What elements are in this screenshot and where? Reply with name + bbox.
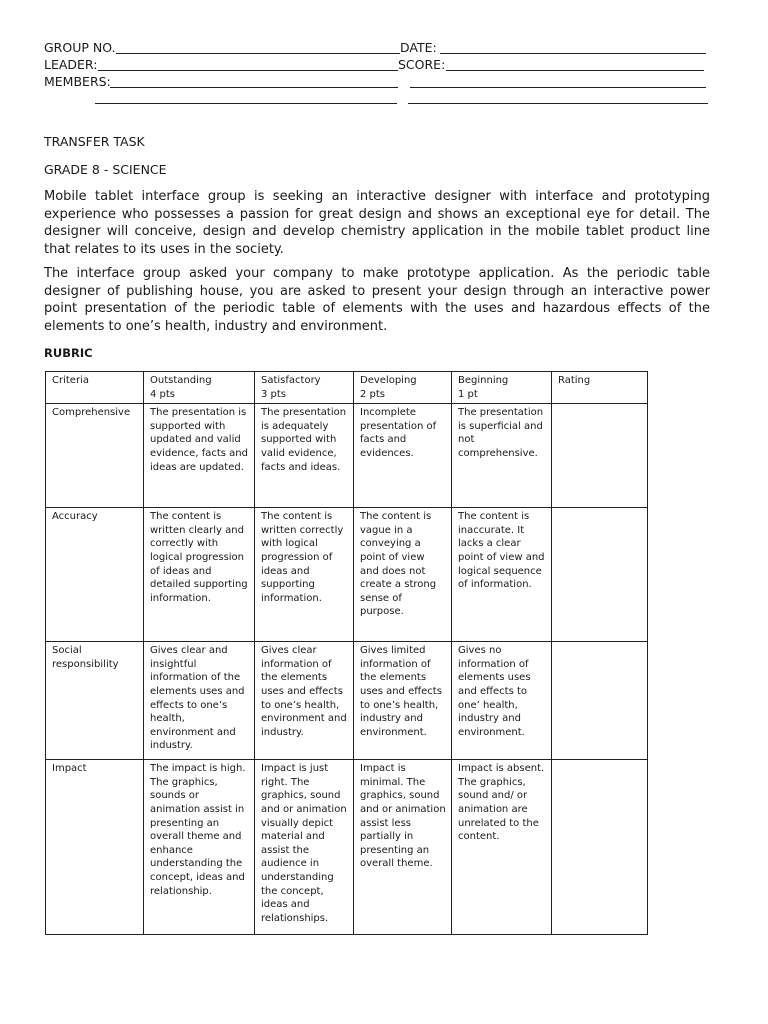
criteria-cell: Comprehensive	[46, 404, 144, 508]
developing-cell: Gives limited information of the elements uses and effects to one’s health, industry and environment.	[354, 642, 452, 760]
header-beginning: Beginning 1 pt	[452, 372, 552, 404]
satisfactory-cell: Impact is just right. The graphics, sound and or animation visually depict material and assist the audience in understanding the concept, ideas and relationships.	[255, 760, 354, 935]
members-label: MEMBERS:	[44, 74, 111, 89]
beginning-cell: Impact is absent. The graphics, sound and/ or animation are unrelated to the content.	[452, 760, 552, 935]
members-field-3[interactable]	[95, 103, 397, 104]
rubric-table	[45, 371, 648, 935]
satisfactory-cell: The presentation is adequately supported with valid evidence, facts and ideas.	[255, 404, 354, 508]
task-title: TRANSFER TASK	[44, 134, 145, 149]
satisfactory-cell: The content is written correctly with logical progression of ideas and supporting information.	[255, 508, 354, 642]
members-field-2[interactable]	[410, 87, 706, 88]
beginning-cell: Gives no information of elements uses and effects to one’ health, industry and environment.	[452, 642, 552, 760]
leader-label: LEADER:	[44, 57, 98, 72]
beginning-cell: The content is inaccurate. It lacks a clear point of view and logical sequence of information.	[452, 508, 552, 642]
intro-paragraph: Mobile tablet interface group is seeking an interactive designer with interface and prototyping experience who possesses a passion for great design and shows an exceptional eye for detail. The designer will conceive, design and develop chemistry application in the mobile tablet product line that relates to its uses in the society.	[44, 189, 710, 257]
beginning-cell: The presentation is superficial and not comprehensive.	[452, 404, 552, 508]
score-label: SCORE:	[398, 57, 446, 72]
outstanding-cell: The presentation is supported with updated and valid evidence, facts and ideas are updated.	[144, 404, 255, 508]
table-row	[46, 404, 648, 508]
outstanding-cell: Gives clear and insightful information of the elements uses and effects to one’s health, environment and industry.	[144, 642, 255, 760]
criteria-cell: Impact	[46, 760, 144, 935]
outstanding-cell: The impact is high. The graphics, sounds or animation assist in presenting an overall theme and enhance understanding the concept, ideas and relationship.	[144, 760, 255, 935]
grade-subtitle: GRADE 8 - SCIENCE	[44, 162, 167, 177]
date-field[interactable]	[440, 53, 706, 54]
rating-cell[interactable]	[552, 760, 648, 935]
header-developing: Developing 2 pts	[354, 372, 452, 404]
members-field-4[interactable]	[408, 103, 708, 104]
members-field-1[interactable]	[110, 87, 398, 88]
task-paragraph: The interface group asked your company to make prototype application. As the periodic table designer of publishing house, you are asked to present your design through an interactive power point presentation of the periodic table of elements with the uses and hazardous effects of the elements to one’s health, industry and environment.	[44, 266, 710, 334]
table-row	[46, 642, 648, 760]
criteria-cell: Social responsibility	[46, 642, 144, 760]
developing-cell: Impact is minimal. The graphics, sound and or animation assist less partially in presenting an overall theme.	[354, 760, 452, 935]
rating-cell[interactable]	[552, 404, 648, 508]
criteria-cell: Accuracy	[46, 508, 144, 642]
outstanding-cell: The content is written clearly and correctly with logical progression of ideas and detailed supporting information.	[144, 508, 255, 642]
score-field[interactable]	[446, 70, 704, 71]
rubric-title: RUBRIC	[44, 346, 93, 360]
date-label: DATE:	[400, 40, 437, 55]
header-criteria: Criteria	[46, 372, 144, 404]
rating-cell[interactable]	[552, 642, 648, 760]
header-rating: Rating	[552, 372, 648, 404]
developing-cell: Incomplete presentation of facts and evidences.	[354, 404, 452, 508]
table-row	[46, 760, 648, 935]
group-no-field[interactable]	[116, 53, 400, 54]
rating-cell[interactable]	[552, 508, 648, 642]
developing-cell: The content is vague in a conveying a point of view and does not create a strong sense of purpose.	[354, 508, 452, 642]
table-row	[46, 508, 648, 642]
leader-field[interactable]	[98, 70, 398, 71]
rubric-header-row	[46, 372, 648, 404]
header-satisfactory: Satisfactory 3 pts	[255, 372, 354, 404]
header-outstanding: Outstanding 4 pts	[144, 372, 255, 404]
satisfactory-cell: Gives clear information of the elements uses and effects to one’s health, environment and industry.	[255, 642, 354, 760]
group-no-label: GROUP NO.	[44, 40, 116, 55]
